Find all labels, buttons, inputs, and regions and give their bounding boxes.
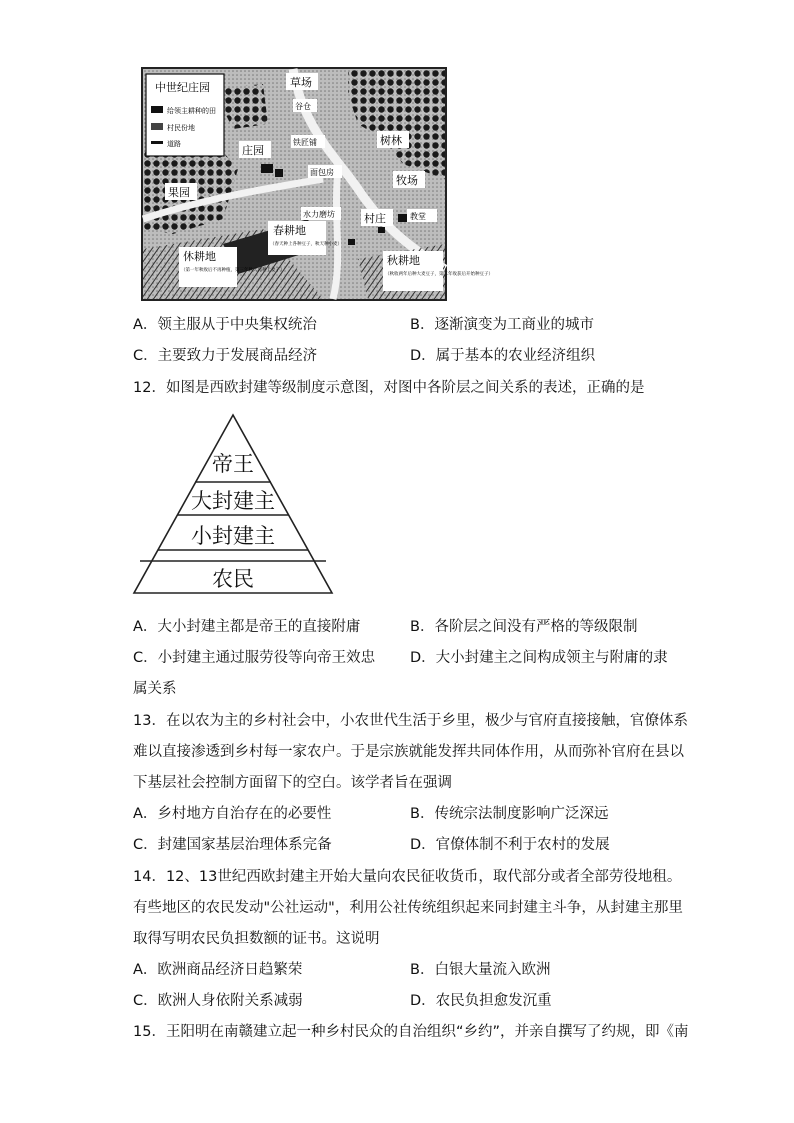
q14-option-d: D．农民负担愈发沉重 <box>410 993 552 1009</box>
label-church: 教堂 <box>410 212 426 221</box>
pyramid-level-emperor: 帝王 <box>212 452 254 476</box>
map-legend <box>146 74 224 156</box>
label-bakery: 面包房 <box>310 168 334 177</box>
q13-option-b: B．传统宗法制度影响广泛深远 <box>410 806 609 822</box>
q11-option-b: B．逐渐演变为工商业的城市 <box>410 317 594 333</box>
village-house <box>378 227 385 233</box>
manor-house <box>261 164 273 173</box>
label-forge: 铁匠铺 <box>293 138 317 147</box>
label-forest: 树林 <box>380 134 402 147</box>
q14-option-c: C．欧洲人身依附关系减弱 <box>133 993 303 1009</box>
label-village: 村庄 <box>364 212 386 225</box>
label-orchard: 果园 <box>168 186 190 199</box>
legend-title: 中世纪庄园 <box>155 81 210 94</box>
q11-option-d: D．属于基本的农业经济组织 <box>410 348 596 364</box>
building <box>275 169 283 177</box>
pyramid-level-great-lords: 大封建主 <box>191 489 275 513</box>
q14-stem-line-2: 有些地区的农民发动"公社运动"，利用公社传统组织起来同封建主斗争，从封建主那里 <box>133 900 683 916</box>
q13-option-c: C．封建国家基层治理体系完备 <box>133 837 332 853</box>
q13-stem-line-1: 13．在以农为主的乡村社会中，小农世代生活于乡里，极少与官府直接接触，官僚体系 <box>133 713 688 729</box>
hatched-field-swatch-icon <box>151 123 163 130</box>
road-line-swatch-icon <box>151 141 163 144</box>
q12-option-b: B．各阶层之间没有严格的等级限制 <box>410 619 638 635</box>
q15-stem-line-1: 15．王阳明在南赣建立起一种乡村民众的自治组织“乡约”，并亲自撰写了约规，即《南 <box>133 1024 689 1040</box>
q13-option-a: A．乡村地方自治存在的必要性 <box>133 806 332 822</box>
label-spring-field: 春耕地 <box>273 224 306 237</box>
pyramid-level-lesser-lords: 小封建主 <box>191 524 275 548</box>
q11-option-a: A．领主服从于中央集权统治 <box>133 317 317 333</box>
q13-stem-line-2: 难以直接渗透到乡村每一家农户。于是宗族就能发挥共同体作用，从而弥补官府在县以 <box>133 744 684 760</box>
dark-field-swatch-icon <box>151 106 163 113</box>
q12-option-a: A．大小封建主都是帝王的直接附庸 <box>133 619 361 635</box>
q13-stem-line-3: 下基层社会控制方面留下的空白。该学者旨在强调 <box>133 775 452 791</box>
label-mill: 水力磨坊 <box>303 210 335 219</box>
q12-option-d: D．大小封建主之间构成领主与附庸的隶 <box>410 650 668 666</box>
legend-item-road: 道路 <box>167 140 181 148</box>
q12-stem: 12．如图是西欧封建等级制度示意图，对图中各阶层之间关系的表述，正确的是 <box>133 380 645 396</box>
label-fallow: 休耕地 <box>183 250 216 263</box>
label-barn: 谷仓 <box>295 102 311 111</box>
label-fallow-note: （第一年秋收后不再种植，第三年秋天再种上麦子） <box>181 268 285 273</box>
q12-option-c: C．小封建主通过服劳役等向帝王效忠 <box>133 650 376 666</box>
q14-stem-line-3: 取得写明农民负担数额的证书。这说明 <box>133 931 380 947</box>
label-spring-note: （春天种上各种豆子，秋天种小麦） <box>270 242 342 247</box>
q11-option-c: C．主要致力于发展商品经济 <box>133 348 318 364</box>
church-building <box>398 214 408 222</box>
pyramid-level-peasants: 农民 <box>212 567 254 591</box>
q12-option-d-continued: 属关系 <box>133 681 177 697</box>
q14-stem-line-1: 14．12、13世纪西欧封建主开始大量向农民征收货币，取代部分或者全部劳役地租。 <box>133 869 682 885</box>
label-autumn-field: 秋耕地 <box>387 254 420 267</box>
q13-option-d: D．官僚体制不利于农村的发展 <box>410 837 610 853</box>
q14-option-b: B．白银大量流入欧洲 <box>410 962 551 978</box>
feudal-hierarchy-pyramid <box>133 411 333 596</box>
label-autumn-note: （秋收两年后种大麦豆子，第二年收获后开始种豆子） <box>385 272 493 277</box>
q14-option-a: A．欧洲商品经济日趋繁荣 <box>133 962 303 978</box>
label-manor: 庄园 <box>242 144 264 157</box>
legend-item-villager-plots: 村民份地 <box>167 124 195 132</box>
legend-item-lord-field: 给领主耕种的田 <box>167 107 216 115</box>
village-house <box>348 239 355 245</box>
label-pasture: 草场 <box>290 76 312 89</box>
label-ranch: 牧场 <box>396 174 418 187</box>
medieval-manor-map <box>141 67 493 301</box>
